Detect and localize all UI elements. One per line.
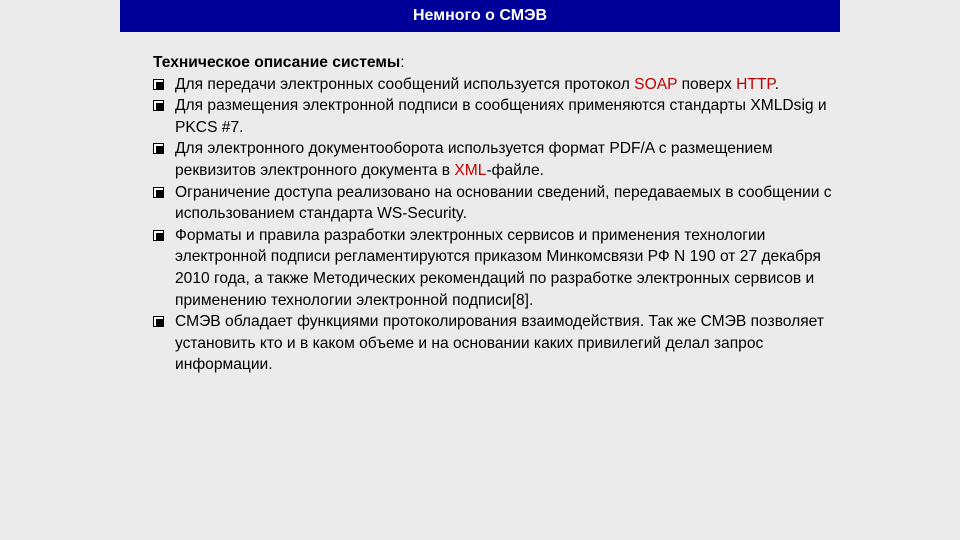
list-item xyxy=(153,311,833,376)
list-item-text: поверх xyxy=(677,75,737,93)
checkbox-bullet-icon xyxy=(153,100,164,111)
list-item xyxy=(153,182,833,225)
list-item-text: Для передачи электронных сообщений используется протокол xyxy=(175,75,635,93)
list-item-text: -файле. xyxy=(486,161,544,179)
list-item-accent: HTTP xyxy=(736,75,775,93)
page-title: Немного о СМЭВ xyxy=(412,7,547,24)
checkbox-bullet-icon xyxy=(153,230,164,241)
list-item xyxy=(153,95,833,138)
checkbox-bullet-icon xyxy=(153,79,164,90)
title-bar xyxy=(120,0,840,32)
list-item xyxy=(153,225,833,311)
section-heading-colon: : xyxy=(400,54,405,71)
checkbox-bullet-icon xyxy=(153,143,164,154)
section-heading-line xyxy=(153,52,833,74)
section-heading: Техническое описание системы xyxy=(153,54,401,71)
slide-content xyxy=(153,52,833,376)
list-item-text: Для электронного документооборота используется формат PDF/A с размещением реквизитов электронного документа в xyxy=(175,140,773,179)
list-item-accent: SOAP xyxy=(634,75,678,93)
list-item xyxy=(153,74,833,96)
list-item-text: Форматы и правила разработки электронных сервисов и применения технологии электронной подписи регламентируются приказом Минкомсвязи РФ N 190 от 27 декабря 2010 года, а также Методических рекомендаций по разработке электронных сервисов и применению технологии электронной подписи[8]. xyxy=(175,226,821,309)
checkbox-bullet-icon xyxy=(153,187,164,198)
list-item-text: СМЭВ обладает функциями протоколирования взаимодействия. Так же СМЭВ позволяет установить кто и в каком объеме и на основании каких привилегий делал запрос информации. xyxy=(175,313,824,374)
list-item xyxy=(153,138,833,181)
checkbox-bullet-icon xyxy=(153,316,164,327)
list-item-text: Ограничение доступа реализовано на основании сведений, передаваемых в сообщении с использованием стандарта WS-Security. xyxy=(175,183,832,223)
list-item-text: . xyxy=(774,75,780,93)
list-item-text: Для размещения электронной подписи в сообщениях применяются стандарты XMLDsig и PKCS #7. xyxy=(175,97,827,136)
list-item-accent: XML xyxy=(454,161,487,179)
